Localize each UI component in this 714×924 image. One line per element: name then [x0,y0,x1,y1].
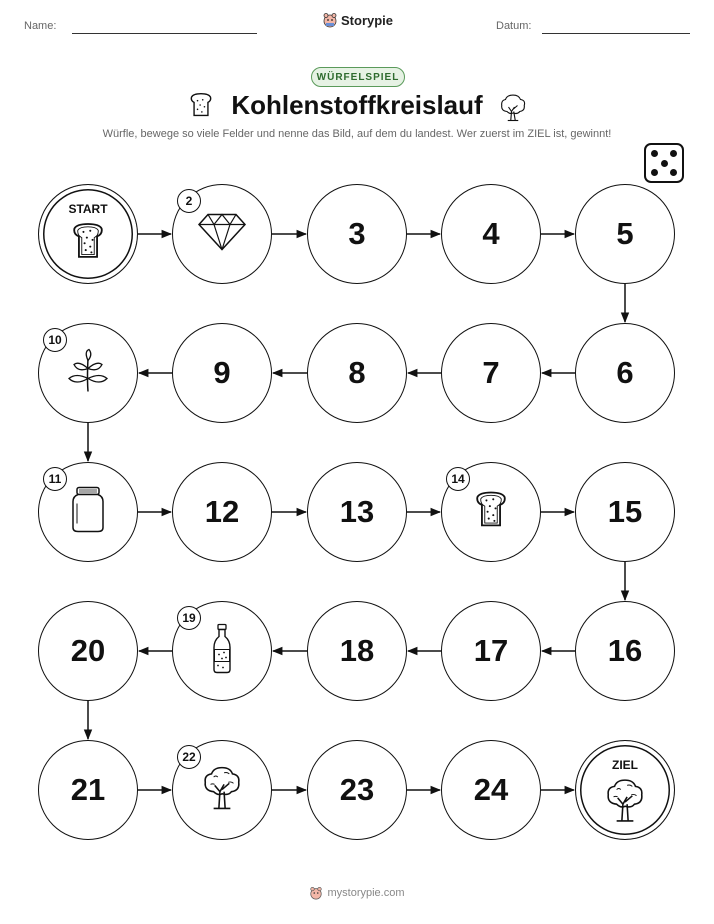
diamond-icon [196,212,248,257]
cell-number: 12 [204,494,240,529]
board-cell-17 [441,601,541,701]
board-cell-20 [38,601,138,701]
cell-number-badge: 14 [446,467,470,491]
footer-url: mystorypie.com [327,887,405,899]
leaf-branch-icon [64,349,112,398]
instructions: Würfle, bewege so viele Felder und nenne das Bild, auf dem du landest. Wer zuerst im ZIEL ist, gewinnt! [102,128,612,140]
board-cell-2 [172,184,272,284]
start-label: START [68,202,108,216]
cell-number: 9 [213,355,231,390]
board-cell-15 [575,462,675,562]
board-cell-12 [172,462,272,562]
cell-number-badge: 10 [43,328,67,352]
cell-number-badge: 19 [177,606,201,630]
footer [0,886,714,900]
board-cell-22 [172,740,272,840]
board-cell-11 [38,462,138,562]
cell-number-badge: 2 [177,189,201,213]
cell-number: 15 [607,494,643,529]
cell-number: 8 [348,355,366,390]
bread-icon [71,221,105,266]
cell-number: 5 [616,216,634,251]
bread-icon [474,490,508,535]
cell-number: 4 [482,216,500,251]
board-cell-9 [172,323,272,423]
tree-icon [604,777,646,828]
start-cell [38,184,138,284]
cell-number: 3 [348,216,366,251]
board-cell-4 [441,184,541,284]
finish-cell [575,740,675,840]
cell-number-badge: 22 [177,745,201,769]
cell-number: 18 [339,633,375,668]
cell-number: 20 [70,633,106,668]
board-cell-5 [575,184,675,284]
page-title: Kohlenstoffkreislauf [231,90,483,120]
cell-number: 17 [473,633,509,668]
board-cell-13 [307,462,407,562]
board-cell-24 [441,740,541,840]
bottle-icon [211,624,233,679]
cell-number: 21 [70,772,106,807]
board-cell-21 [38,740,138,840]
tree-icon [201,765,243,816]
name-label: Name: [24,20,57,32]
brand-name: Storypie [341,12,394,28]
board-cell-3 [307,184,407,284]
date-label: Datum: [496,20,532,32]
cell-number: 13 [339,494,375,529]
cell-number: 23 [339,772,375,807]
board-cell-8 [307,323,407,423]
board-cell-6 [575,323,675,423]
jar-icon [70,486,106,539]
board-cell-10 [38,323,138,423]
cell-number-badge: 11 [43,467,67,491]
cell-number: 6 [616,355,634,390]
storypie-mascot-icon [309,886,323,900]
game-type-badge: WÜRFELSPIEL [311,67,405,87]
cell-number: 7 [482,355,500,390]
board-cell-23 [307,740,407,840]
cell-number: 16 [607,633,643,668]
board-cell-19 [172,601,272,701]
board-cell-18 [307,601,407,701]
board-cell-14 [441,462,541,562]
board-cell-7 [441,323,541,423]
finish-label: ZIEL [612,758,638,772]
board-cell-16 [575,601,675,701]
cell-number: 24 [473,772,509,807]
